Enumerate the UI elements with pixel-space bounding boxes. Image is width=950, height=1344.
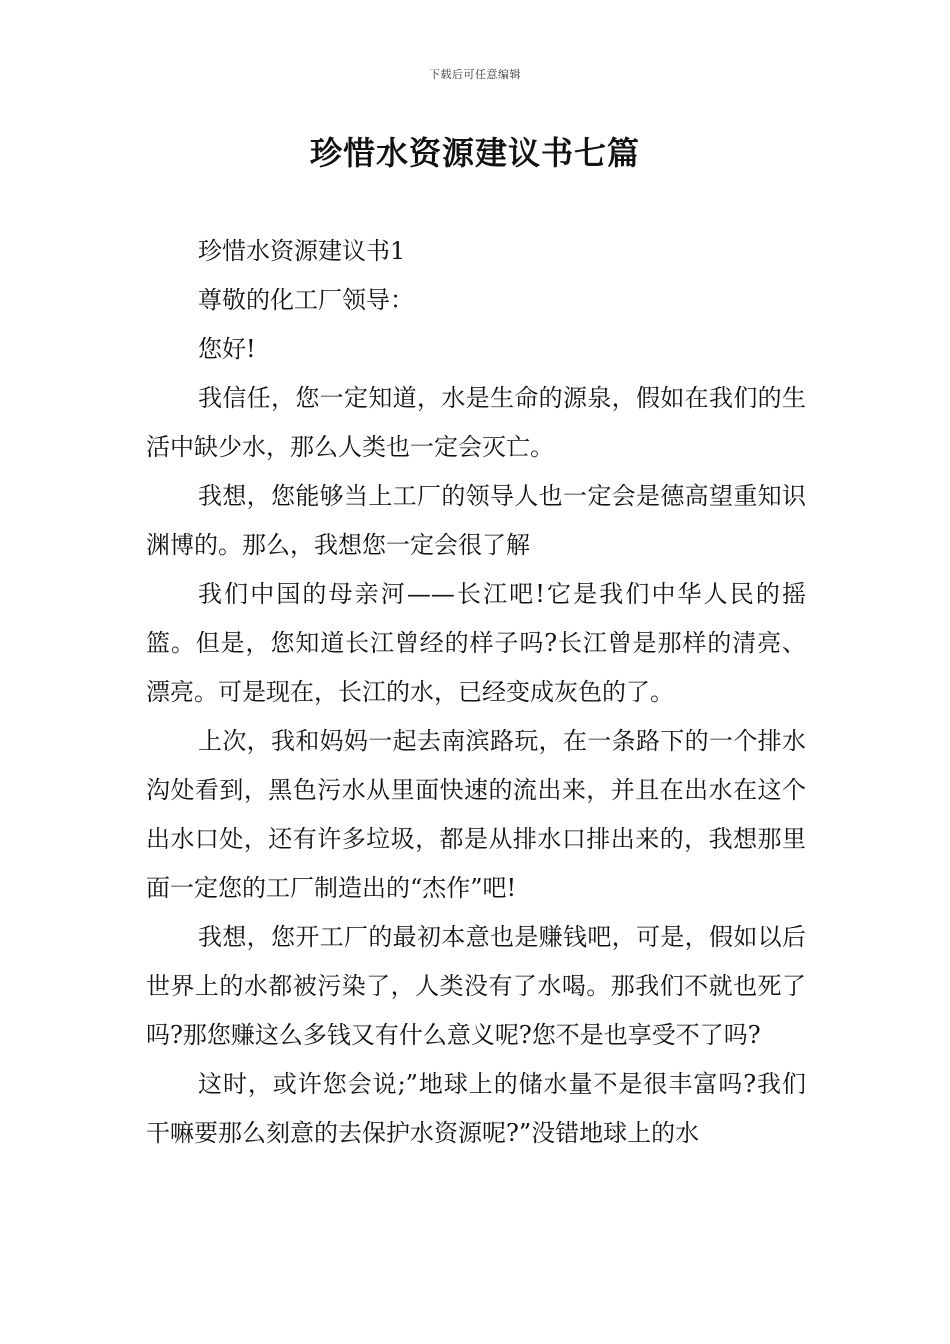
body-paragraph: 我想，您开工厂的最初本意也是赚钱吧，可是，假如以后世界上的水都被污染了，人类没有了水喝。那我们不就也死了吗?那您赚这么多钱又有什么意义呢?您不是也享受不了吗? bbox=[146, 923, 806, 1049]
body-paragraph: 我想，您能够当上工厂的领导人也一定会是德高望重知识渊博的。那么，我想您一定会很了解 bbox=[146, 482, 806, 559]
salutation: 尊敬的化工厂领导： bbox=[198, 286, 414, 314]
section-heading: 珍惜水资源建议书1 bbox=[198, 237, 406, 265]
body-paragraph: 我信任，您一定知道，水是生命的源泉，假如在我们的生活中缺少水，那么人类也一定会灭亡。 bbox=[146, 384, 806, 461]
document-title: 珍惜水资源建议书七篇 bbox=[309, 134, 640, 172]
body-paragraph: 这时，或许您会说;”地球上的储水量不是很丰富吗?我们干嘛要那么刻意的去保护水资源呢?”没错地球上的水 bbox=[146, 1070, 806, 1147]
greeting: 您好! bbox=[198, 335, 256, 363]
header-note: 下载后可任意编辑 bbox=[429, 68, 521, 81]
body-paragraph: 上次，我和妈妈一起去南滨路玩，在一条路下的一个排水沟处看到，黑色污水从里面快速的流出来，并且在出水在这个出水口处，还有许多垃圾，都是从排水口排出来的，我想那里面一定您的工厂制造出的“杰作”吧! bbox=[146, 727, 806, 902]
document-body bbox=[146, 227, 806, 1158]
body-paragraph: 我们中国的母亲河——长江吧!它是我们中华人民的摇篮。但是，您知道长江曾经的样子吗?长江曾是那样的清亮、漂亮。可是现在，长江的水，已经变成灰色的了。 bbox=[146, 580, 806, 706]
